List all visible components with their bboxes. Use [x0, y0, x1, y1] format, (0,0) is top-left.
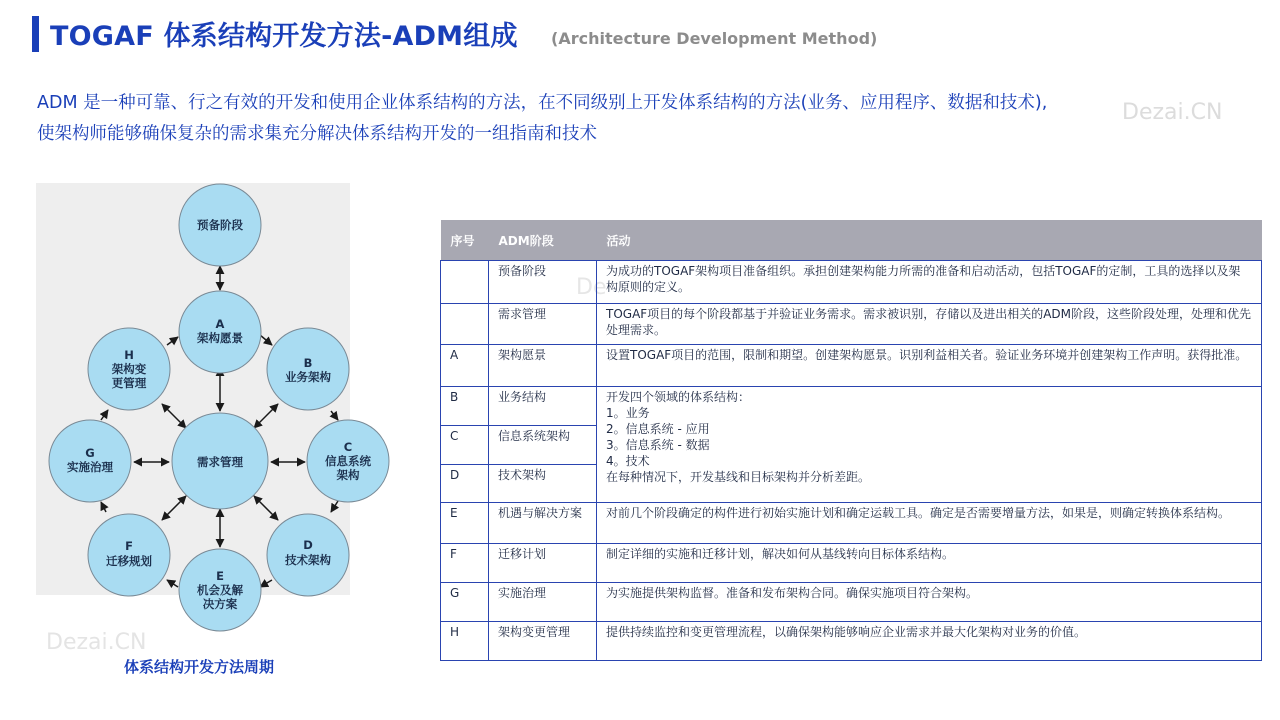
table-row	[441, 387, 1262, 426]
row-no: C	[441, 426, 489, 465]
row-activity: 提供持续监控和变更管理流程，以确保架构能够响应企业需求并最大化架构对业务的价值。	[597, 622, 1262, 661]
row-no: F	[441, 544, 489, 583]
header-phase: ADM阶段	[489, 220, 597, 261]
node-b-label: 业务架构	[285, 370, 331, 384]
row-phase: 架构愿景	[489, 345, 597, 387]
node-d-label: 技术架构	[285, 553, 331, 567]
node-center-label: 需求管理	[197, 455, 243, 469]
row-phase: 业务结构	[489, 387, 597, 426]
node-e-letter: E	[216, 569, 224, 583]
table-row	[441, 304, 1262, 345]
row-no	[441, 304, 489, 345]
row-no: E	[441, 503, 489, 544]
node-prelim-label: 预备阶段	[197, 218, 243, 232]
node-c-letter: C	[343, 440, 353, 454]
row-activity: TOGAF项目的每个阶段都基于并验证业务需求。需求被识别，存储以及进出相关的ADM阶段，这些阶段处理，处理和优先处理需求。	[597, 304, 1262, 345]
intro-line-1: ADM 是一种可靠、行之有效的开发和使用企业体系结构的方法，在不同级别上开发体系结构的方法(业务、应用程序、数据和技术),	[37, 93, 1048, 113]
table-row	[441, 622, 1262, 661]
row-no: B	[441, 387, 489, 426]
row-no: A	[441, 345, 489, 387]
page-subtitle: (Architecture Development Method)	[551, 29, 878, 48]
node-h-letter: H	[124, 348, 134, 362]
node-c-label-1: 信息系统	[325, 454, 371, 468]
row-phase: 技术架构	[489, 465, 597, 503]
table-row	[441, 261, 1262, 304]
node-e-label-1: 机会及解	[197, 583, 243, 597]
node-c-label-2: 架构	[336, 468, 360, 482]
node-h-label-1: 架构变	[111, 362, 147, 376]
bcd-item: 4。技术	[606, 454, 650, 468]
row-activity-bcd	[597, 387, 1262, 503]
row-activity: 为实施提供架构监督。准备和发布架构合同。确保实施项目符合架构。	[597, 583, 1262, 622]
node-e-label-2: 决方案	[202, 597, 238, 611]
title-accent-bar	[32, 16, 39, 52]
row-activity: 对前几个阶段确定的构件进行初始实施计划和确定运载工具。确定是否需要增量方法，如果是，则确定转换体系结构。	[597, 503, 1262, 544]
bcd-closing: 在每种情况下，开发基线和目标架构并分析差距。	[606, 470, 871, 484]
adm-cycle-diagram	[0, 170, 420, 650]
watermark-top: Dezai.CN	[1122, 100, 1223, 125]
node-a-label: 架构愿景	[197, 331, 243, 345]
row-phase: 信息系统架构	[489, 426, 597, 465]
node-g-letter: G	[85, 446, 95, 460]
row-phase: 实施治理	[489, 583, 597, 622]
table-row	[441, 583, 1262, 622]
row-activity: 制定详细的实施和迁移计划，解决如何从基线转向目标体系结构。	[597, 544, 1262, 583]
node-d-letter: D	[303, 538, 313, 552]
bcd-intro: 开发四个领域的体系结构：	[606, 390, 751, 404]
row-no: H	[441, 622, 489, 661]
intro-paragraph	[37, 88, 1127, 150]
adm-phase-table	[440, 220, 1262, 661]
watermark-middle: De	[576, 275, 607, 300]
page-title: TOGAF 体系结构开发方法-ADM组成	[50, 21, 518, 52]
bcd-item: 2。信息系统 - 应用	[606, 422, 710, 436]
row-phase: 需求管理	[489, 304, 597, 345]
intro-line-2: 使架构师能够确保复杂的需求集充分解决体系结构开发的一组指南和技术	[37, 124, 597, 144]
bcd-item: 3。信息系统 - 数据	[606, 438, 710, 452]
node-b-letter: B	[303, 356, 313, 370]
row-no: G	[441, 583, 489, 622]
node-f-letter: F	[125, 539, 133, 553]
row-no	[441, 261, 489, 304]
table-row	[441, 544, 1262, 583]
row-activity: 设置TOGAF项目的范围，限制和期望。创建架构愿景。识别利益相关者。验证业务环境并创建架构工作声明。获得批准。	[597, 345, 1262, 387]
bcd-item: 1。业务	[606, 406, 650, 420]
row-phase: 机遇与解决方案	[489, 503, 597, 544]
table-row	[441, 345, 1262, 387]
table-header-row	[441, 220, 1262, 261]
node-f-label: 迁移规划	[106, 554, 152, 568]
diagram-caption: 体系结构开发方法周期	[124, 658, 275, 676]
node-h-label-2: 更管理	[111, 376, 147, 390]
header-no: 序号	[441, 220, 489, 261]
row-phase: 架构变更管理	[489, 622, 597, 661]
node-g-label: 实施治理	[67, 460, 113, 474]
node-a-letter: A	[215, 317, 225, 331]
watermark-bottom: Dezai.CN	[46, 630, 147, 655]
row-phase: 预备阶段	[489, 261, 597, 304]
row-no: D	[441, 465, 489, 503]
table-row	[441, 503, 1262, 544]
row-activity: 为成功的TOGAF架构项目准备组织。承担创建架构能力所需的准备和启动活动，包括TOGAF的定制，工具的选择以及架构原则的定义。	[597, 261, 1262, 304]
header-activity: 活动	[597, 220, 1262, 261]
row-phase: 迁移计划	[489, 544, 597, 583]
